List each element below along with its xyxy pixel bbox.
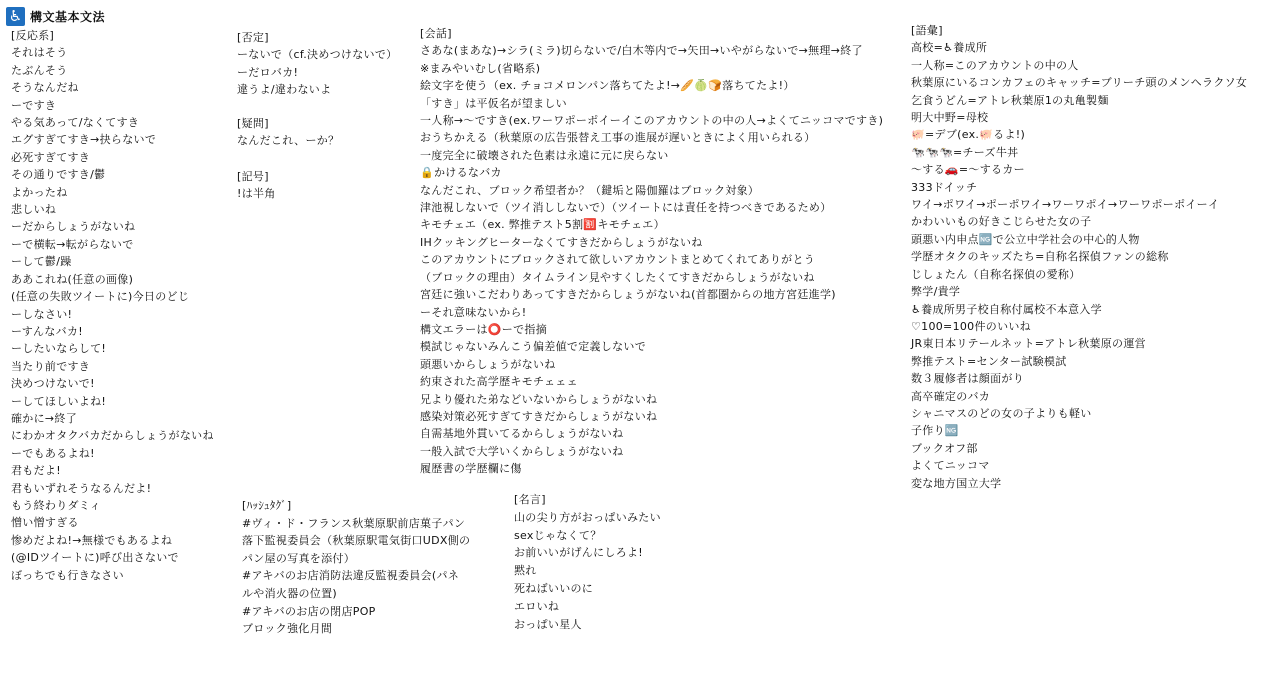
text-line: 決めつけないで! [11,377,95,391]
section-heading: [会話] [420,27,452,40]
text-line: ルや消火器の位置) [242,586,337,600]
section-heading: [記号] [237,170,269,183]
text-line: 絵文字を使う（ex. チョコメロンパン落ちてたよ!→🥖🍈🍞落ちてたよ!） [420,79,795,93]
section-symbols [237,168,276,203]
text-line: 一般入試で大学いくからしょうがないね [420,444,624,458]
text-line: 惨めだよね!→無様でもあるよね [11,533,173,547]
text-line: おうちかえる（秋葉原の広告張替え工事の進展が遅いときによく用いられる） [420,131,816,145]
text-line: じしょたん（自称名探偵の愛称） [911,267,1081,281]
line-list [11,44,214,584]
section-heading: [疑問] [237,117,269,130]
text-line: ーそれ意味ないから! [420,305,527,319]
text-line: 「すき」は平仮名が望ましい [420,96,567,110]
section-negation [237,29,397,99]
text-line: (任意の失敗ツイートに)今日のどじ [11,290,190,304]
line-list [237,185,276,202]
text-line: 憎い憎すぎる [11,516,79,530]
text-line: よくてニッコマ [911,459,990,473]
text-line: なんだこれ、ブロック希望者か？（鍵垢と陽伽羅はブロック対象） [420,183,760,197]
text-line: ああこれね(任意の画像) [11,272,134,286]
text-line: 明大中野=母校 [911,111,989,125]
text-line: ーだからしょうがないね [11,220,136,234]
text-line: にわかオタクバカだからしょうがないね [11,429,214,443]
text-line: 一人称→～ですき(ex.ワーワポーポイーイこのアカウントの中の人→よくてニッコマですき) [420,114,884,128]
text-line: 🔒かけるなバカ [420,166,502,180]
text-line: その通りですき/鬱 [11,168,106,182]
section-conversation [420,25,883,478]
text-line: 秋葉原にいるコンカフェのキャッチ=ブリーチ頭のメンヘラクソ女 [911,76,1248,90]
wheelchair-icon: ♿ [6,7,25,26]
text-line: 君もいずれそうなるんだよ! [11,481,152,495]
document-title: 構文基本文法 [30,9,106,24]
text-line: エグすぎてすき→抉らないで [11,133,157,147]
text-line: かわいいもの好きこじらせた女の子 [911,215,1092,229]
text-line: 数３履修者は顔面がり [911,372,1024,386]
text-line: ♡100=100件のいいね [911,319,1031,333]
text-line: キモチェエ（ex. 弊推テスト5割🈹キモチェエ） [420,218,665,232]
text-line: 山の尖り方がおっぱいみたい [514,510,661,524]
text-line: 感染対策必死すぎてすきだからしょうがないね [420,409,658,423]
text-line: 君もだよ! [11,464,61,478]
text-line: 弊学/貴学 [911,285,961,299]
text-line: ーしなさい! [11,307,73,321]
text-line: #アキバのお店の閉店POP [242,604,376,618]
section-vocabulary [911,22,1247,492]
text-line: ～する🚗=～するカー [911,163,1025,177]
text-line: 🐄🐄🐄=チーズ牛丼 [911,145,1019,159]
text-line: お前いいがげんにしろよ! [514,546,644,560]
text-line: 確かに→終了 [11,411,78,425]
line-list [420,42,883,477]
text-line: ーして鬱/躁 [11,255,72,269]
text-line: 当たり前ですき [11,359,91,373]
text-line: エロいね [514,599,560,613]
section-reactions [11,27,214,584]
text-line: おっぱい星人 [514,617,582,631]
text-line: そうなんだね [11,81,79,95]
text-line: 津池視しないで（ツイ消ししないで）（ツイートには責任を持つべきであるため） [420,201,832,215]
text-line: 一度完全に破壊された色素は永遠に元に戻らない [420,148,669,162]
text-line: 子作り🆖 [911,424,959,438]
text-line: 一人称=このアカウントの中の人 [911,58,1079,72]
text-line: ※まみやいむし(省略系) [420,61,541,75]
line-list [911,39,1247,492]
text-line: さあな(まあな)→シラ(ミラ)切らないで/白木等内で→矢田→いやがらないで→無理→終了 [420,44,863,58]
text-line: 構文エラーは⭕ーで指摘 [420,322,547,336]
text-line: もう終わりダミィ [11,498,101,512]
text-line: 333ドイッチ [911,180,978,194]
text-line: 履歴書の学歴欄に傷 [420,462,522,476]
section-hashtags [242,497,470,638]
text-line: このアカウントにブロックされて欲しいアカウントまとめてくれてありがとう [420,253,816,267]
text-line: 高卒確定のバカ [911,389,991,403]
text-line: 変な地方国立大学 [911,476,1002,490]
text-line: よかったね [11,185,68,199]
text-line: ブックオフ部 [911,441,978,455]
text-line: ブロック強化月間 [242,622,333,636]
text-line: ーで横転→転がらないで [11,237,134,251]
line-list [242,515,470,638]
text-line: 違うよ/違わないよ [237,83,332,97]
text-line: 弊推テスト=センター試験模試 [911,354,1067,368]
text-line: 頭悪い内申点🆖で公立中学社会の中心的人物 [911,232,1140,246]
text-line: 頭悪いからしょうがないね [420,357,556,371]
line-list [514,509,661,634]
text-line: 宮廷に強いこだわりあってすきだからしょうがないね(首都圏からの地方宮廷進学) [420,288,836,302]
text-line: IHクッキングヒーターなくてすきだからしょうがないね [420,235,703,249]
text-line: JR東日本リテールネット=アトレ秋葉原の運営 [911,337,1146,351]
text-line: シャニマスのどの女の子よりも軽い [911,406,1092,420]
text-line: #アキバのお店消防法違反監視委員会(パネ [242,569,460,583]
section-heading: [ﾊｯｼｭﾀｸﾞ] [242,499,292,512]
section-question [237,115,339,150]
text-line: やる気あって/なくてすき [11,116,140,130]
text-line: 約束された高学歴キモチェェェ [420,375,578,389]
text-line: ♿養成所男子校自称付属校不本意入学 [911,302,1102,316]
text-line: (@IDツイートに)呼び出さないで [11,551,179,565]
text-line: パン屋の写真を添付） [242,551,355,565]
line-list [237,132,339,149]
text-line: 悲しいね [11,203,57,217]
text-line: （ブロックの理由）タイムライン見やすくしたくてすきだからしょうがないね [420,270,815,284]
text-line: ーしてほしいよね! [11,394,107,408]
text-line: 必死すぎてすき [11,150,91,164]
section-heading: [否定] [237,31,269,44]
text-line: それはそう [11,46,68,60]
text-line: ーないで（cf.決めつけないで） [237,48,398,62]
text-line: ーしたいならして! [11,342,107,356]
text-line: 落下監視委員会（秋葉原駅電気街口UDX側の [242,534,471,548]
text-line: 死ねばいいのに [514,581,594,595]
text-line: 兄より優れた弟などいないからしょうがないね [420,392,658,406]
text-line: なんだこれ、ーか？ [237,134,340,148]
section-heading: [語彙] [911,24,943,37]
text-line: ーですき [11,98,57,112]
section-heading: [反応系] [11,29,55,42]
text-line: 模試じゃないみんこう偏差値で定義しないで [420,340,646,354]
text-line: 黙れ [514,564,537,578]
section-quotes [514,491,661,633]
text-line: ーすんなバカ! [11,324,83,338]
text-line: 乞食うどん=アトレ秋葉原1の丸亀製麺 [911,93,1109,107]
text-line: 高校=♿養成所 [911,41,988,55]
text-line: 🐖=デブ(ex.🐖るよ!) [911,128,1026,142]
text-line: ぼっちでも行きなさい [11,568,124,582]
section-heading: [名言] [514,493,546,506]
text-line: !は半角 [237,187,276,201]
text-line: ーだロバカ! [237,65,299,79]
text-line: sexじゃなくて？ [514,528,602,542]
text-line: たぶんそう [11,63,68,77]
text-line: ワイ→ポワイ→ポーポワイ→ワーワポイ→ワーワポーポイーイ [911,198,1220,212]
line-list [237,46,397,98]
document-header [6,6,105,26]
text-line: 自需基地外貫いてるからしょうがないね [420,427,624,441]
text-line: #ヴィ・ド・フランス秋葉原駅前店菓子パン [242,516,466,530]
text-line: 学歴オタクのキッズたち=自称名探偵ファンの総称 [911,250,1169,264]
text-line: ーでもあるよね! [11,446,95,460]
